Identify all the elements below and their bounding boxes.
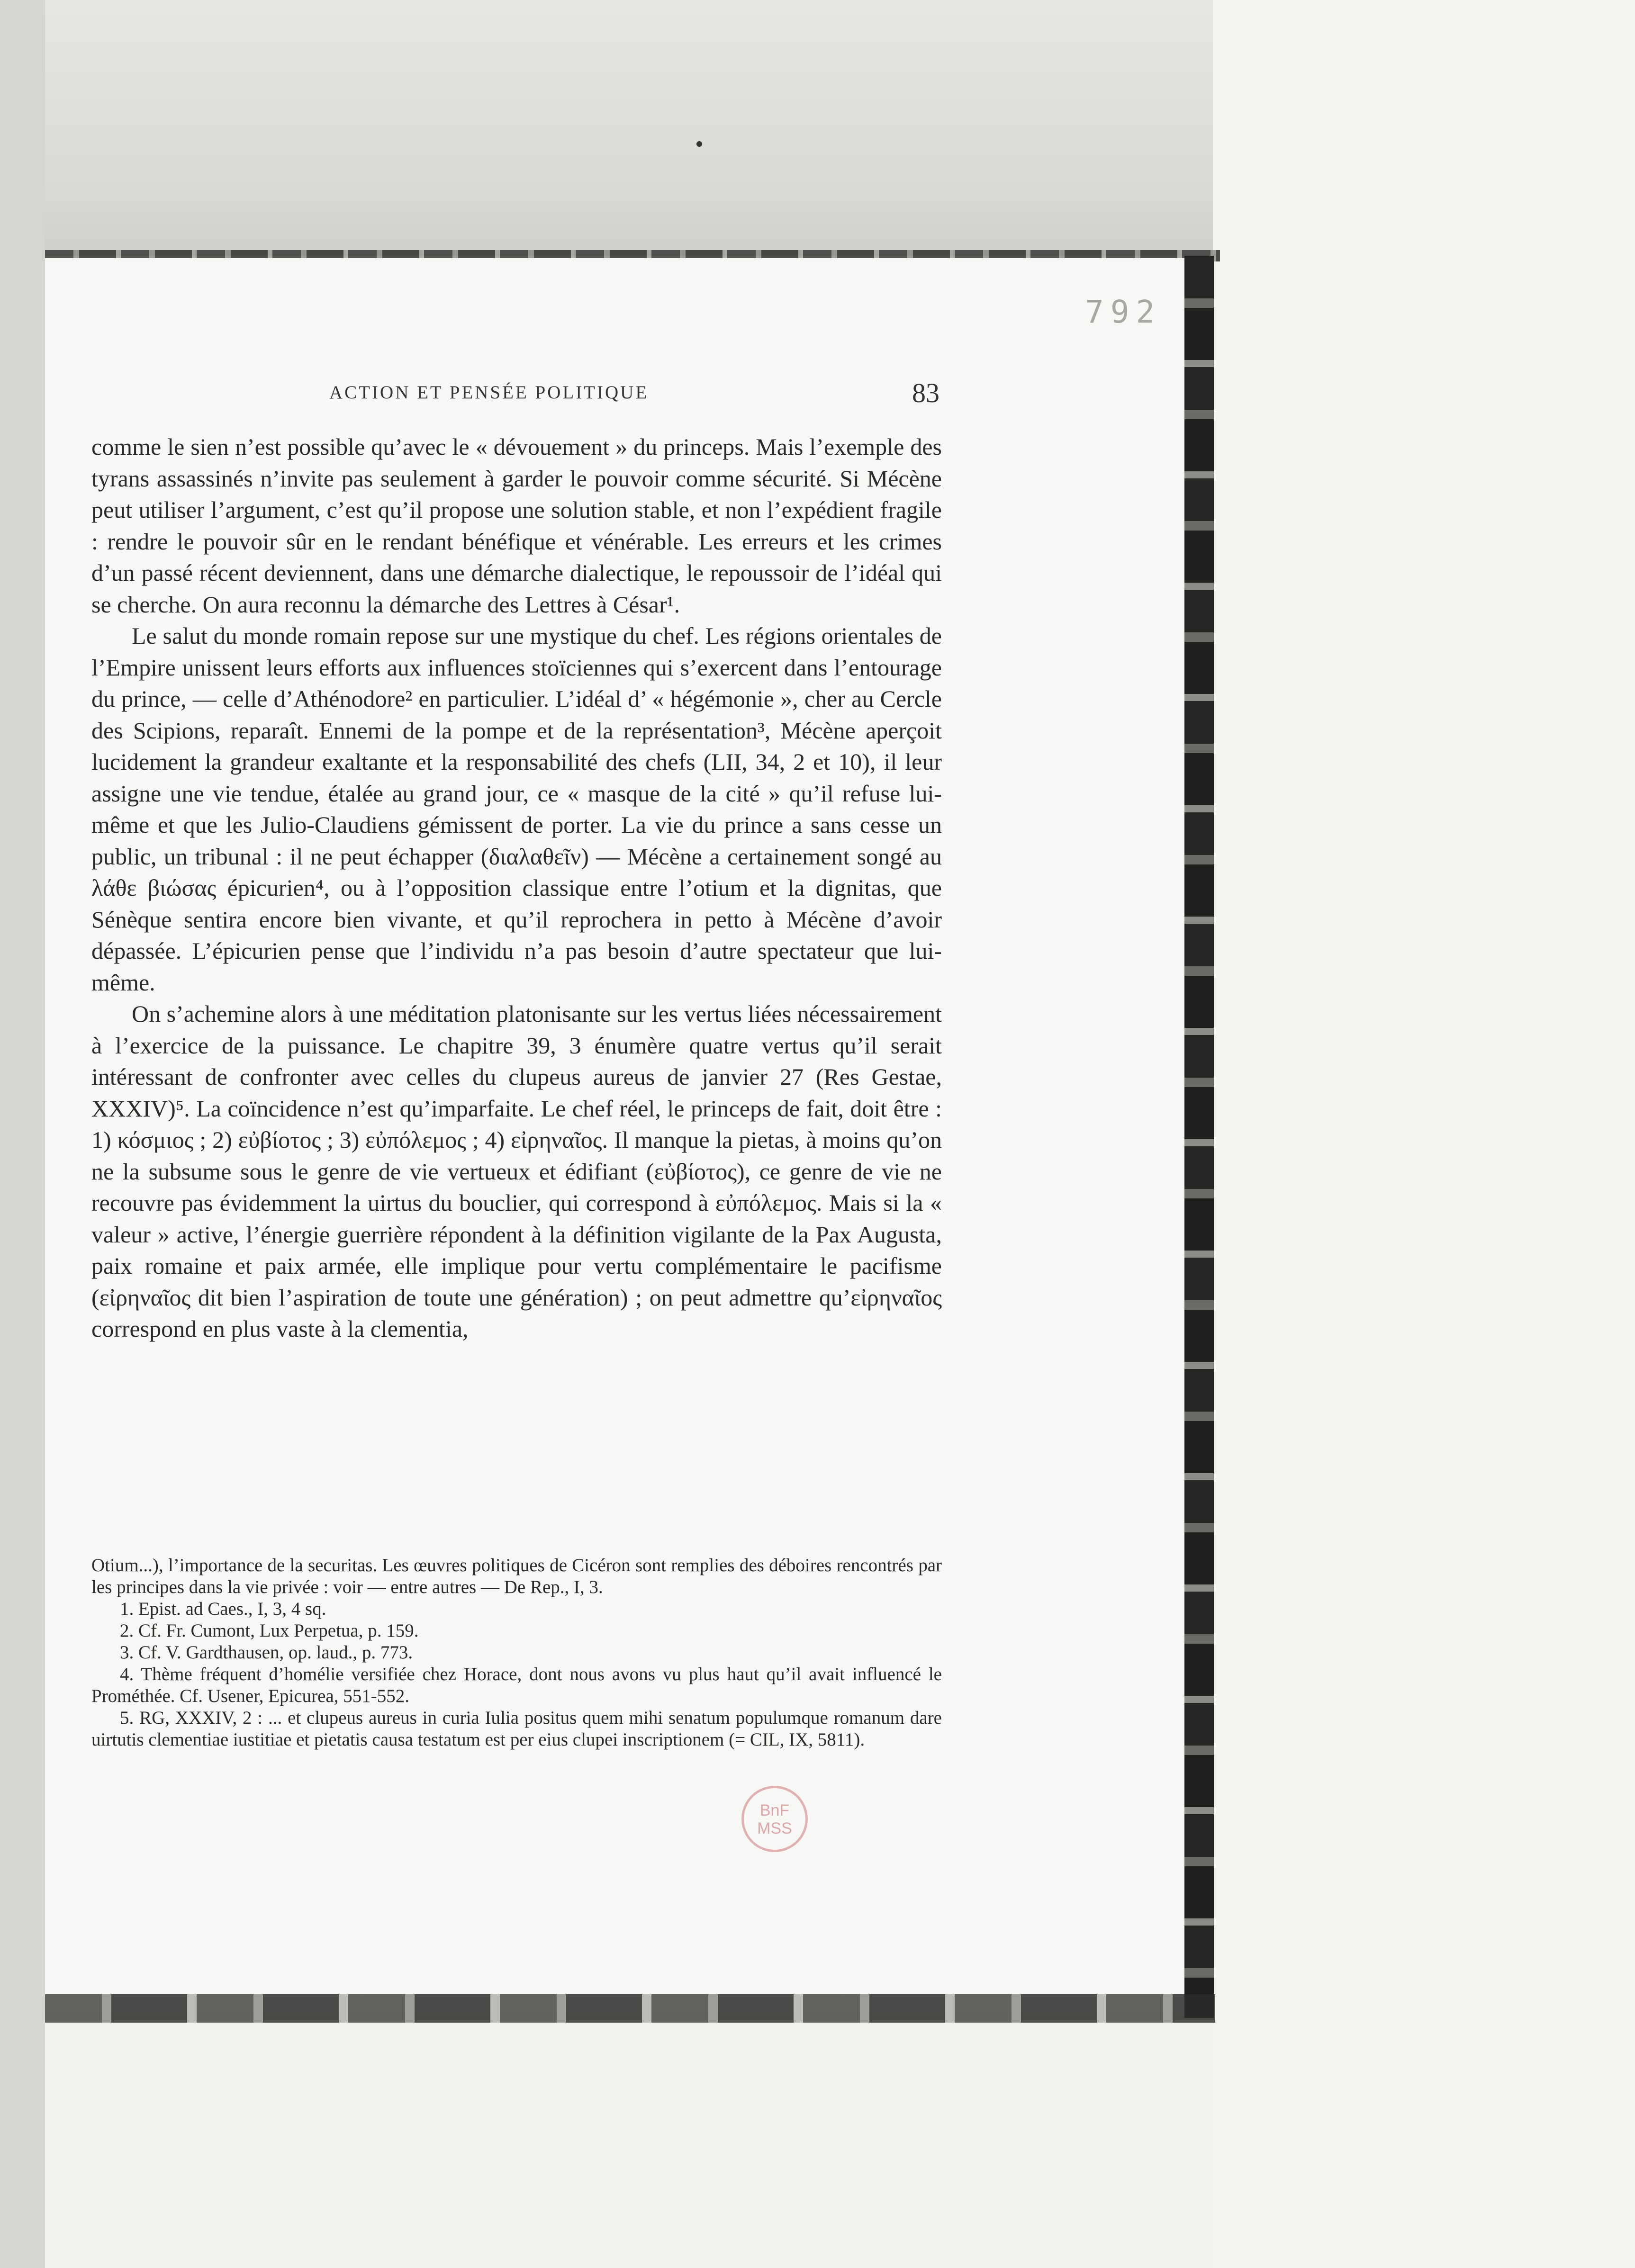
stamp-line: MSS: [757, 1819, 792, 1837]
right-margin-area: [1213, 0, 1635, 2268]
footnote: 4. Thème fréquent d’homélie versifiée chez Horace, dont nous avons vu plus haut qu’il avait influencé le Prométhée. Cf. Usener, Epicurea, 551-552.: [91, 1664, 942, 1706]
footnote-continuation: Otium...), l’importance de la securitas. Les œuvres politiques de Cicéron sont remplies des déboires rencontrés par les principes dans la vie privée : voir — entre autres — De Rep., I, 3.: [91, 1555, 942, 1597]
footnote: 2. Cf. Fr. Cumont, Lux Perpetua, p. 159.: [120, 1620, 419, 1641]
footnote: 5. RG, XXXIV, 2 : ... et clupeus aureus in curia Iulia positus quem mihi senatum populumque romanum dare uirtutis clementiae iustitiae et pietatis causa testatum est per eius clupei inscriptionem (= CIL, IX, 5811).: [91, 1708, 942, 1750]
library-stamp: [741, 1786, 808, 1852]
paragraph: On s’achemine alors à une méditation platonisante sur les vertus liées nécessairement à l’exercice de la puissance. Le chapitre 39, 3 énumère quatre vertus qu’il serait intéressant de confronter avec celles du clupeus aureus de janvier 27 (Res Gestae, XXXIV)⁵. La coïncidence n’est qu’imparfaite. Le chef réel, le princeps de fait, doit être : 1) κόσμιος ; 2) εὐβίοτος ; 3) εὐπόλεμος ; 4) εἰρηναῖος. Il manque la pietas, à moins qu’on ne la subsume sous le genre de vie vertueux et édifiant (εὐβίοτος), ce genre de vie ne recouvre pas évidemment la uirtus du bouclier, qui correspond à εὐπόλεμος. Mais si la « valeur » active, l’énergie guerrière répondent à la définition vigilante de la Pax Augusta, paix romaine et paix armée, elle implique pour vertu complémentaire le pacifisme (εἰρηναῖος dit bien l’aspiration de toute une génération) ; on peut admettre qu’εἰρηναῖος correspond en plus vaste à la clementia,: [91, 1000, 942, 1342]
sheet-bottom-edge: [45, 1994, 1215, 2023]
folio-number: 792: [1085, 294, 1162, 330]
footnote: 3. Cf. V. Gardthausen, op. laud., p. 773.: [120, 1642, 413, 1663]
paragraph: Le salut du monde romain repose sur une mystique du chef. Les régions orientales de l’Empire unissent leurs efforts aux influences stoïciennes qui s’exercent dans l’entourage du prince, — celle d’Athénodore² en particulier. L’idéal d’ « hégémonie », cher au Cercle des Scipions, reparaît. Ennemi de la pompe et de la représentation³, Mécène aperçoit lucidement la grandeur exaltante et la responsabilité des chefs (LII, 34, 2 et 10), il leur assigne une vie tendue, étalée au grand jour, ce « masque de la cité » qu’il refuse lui-même et que les Julio-Claudiens gémissent de porter. La vie du prince a sans cesse un public, un tribunal : il ne peut échapper (διαλαθεῖν) — Mécène a certainement songé au λάθε βιώσας épicurien⁴, ou à l’opposition classique entre l’otium et la dignitas, que Sénèque sentira encore bien vivante, et qu’il reprochera in petto à Mécène d’avoir dépassée. L’épicurien pense que l’individu n’a pas besoin d’autre spectateur que lui-même.: [91, 622, 942, 996]
footnotes: [91, 1555, 942, 1751]
sheet-right-edge: [1184, 256, 1214, 2018]
page-number: 83: [912, 378, 939, 408]
main-text: [91, 431, 942, 1345]
footnote: 1. Epist. ad Caes., I, 3, 4 sq.: [120, 1599, 326, 1619]
left-margin-strip: [0, 0, 45, 2268]
running-head: ACTION ET PENSÉE POLITIQUE: [329, 382, 649, 403]
ink-speck: [696, 141, 702, 147]
stamp-line: BnF: [759, 1801, 790, 1819]
paragraph: comme le sien n’est possible qu’avec le « dévouement » du princeps. Mais l’exemple des tyrans assassinés n’invite pas seulement à garder le pouvoir comme sécurité. Si Mécène peut utiliser l’argument, c’est qu’il propose une solution stable, et non l’expédient fragile : rendre le pouvoir sûr en le rendant bénéfique et vénérable. Les erreurs et les crimes d’un passé récent deviennent, dans une démarche dialectique, le repoussoir de l’idéal qui se cherche. On aura reconnu la démarche des Lettres à César¹.: [91, 433, 942, 618]
